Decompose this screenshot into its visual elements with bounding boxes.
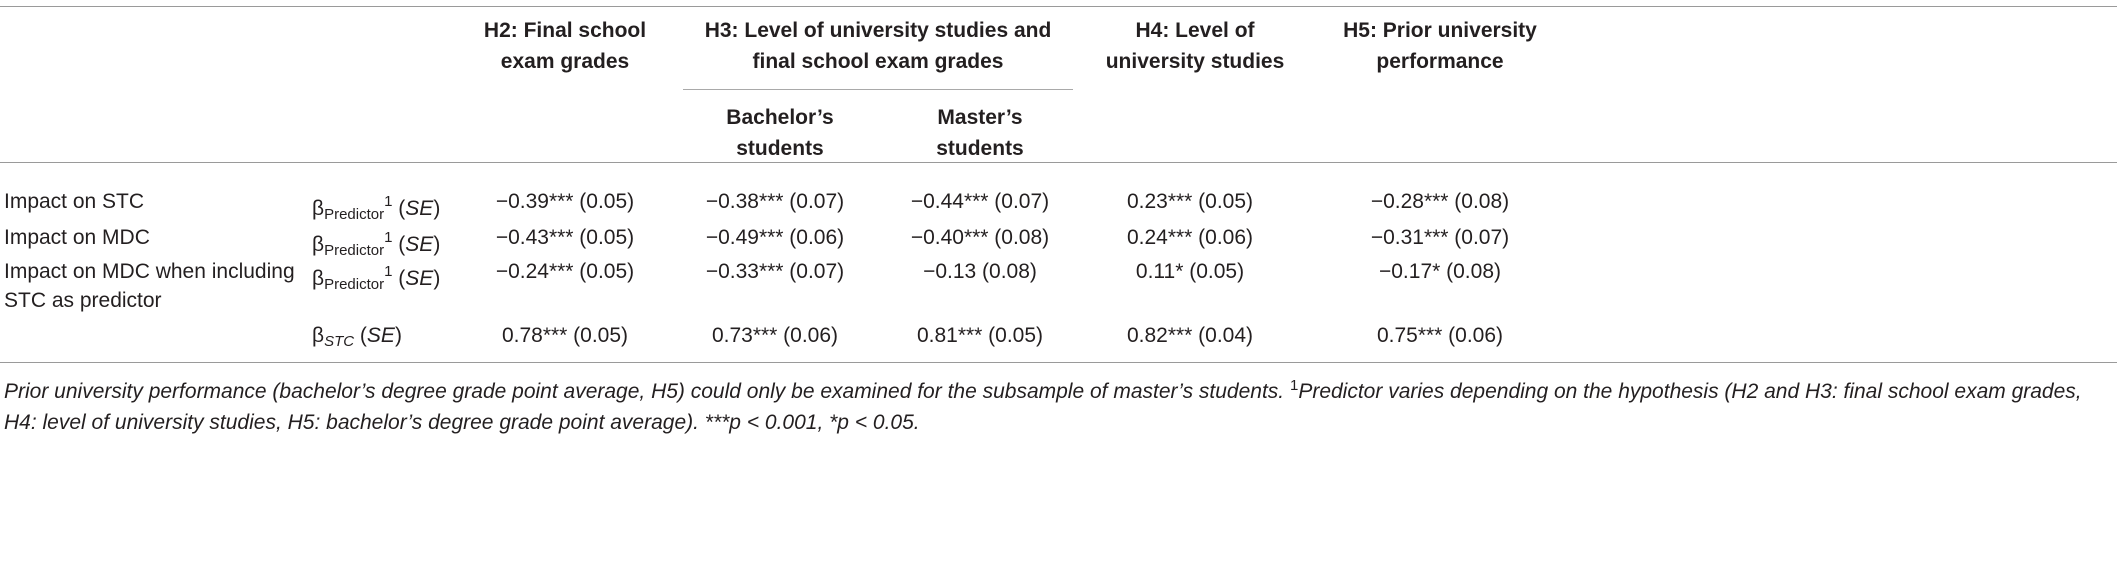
header-h3-master: Master’s students [936, 106, 1024, 160]
table-cell: 0.81*** (0.05) [916, 324, 1044, 347]
header-h3: H3: Level of university studies and final school exam grades [704, 19, 1052, 73]
table-cell: −0.43*** (0.05) [495, 226, 635, 249]
table-cell: −0.39*** (0.05) [495, 190, 635, 213]
table-cell: 0.73*** (0.06) [711, 324, 839, 347]
header-h4: H4: Level of university studies [1105, 19, 1285, 73]
table-cell: −0.49*** (0.06) [705, 226, 845, 249]
header-bottom-rule [0, 162, 2117, 163]
table-cell: 0.23*** (0.05) [1126, 190, 1254, 213]
table-cell: −0.33*** (0.07) [705, 260, 845, 283]
table-cell: 0.82*** (0.04) [1126, 324, 1254, 347]
h3-group-rule [683, 89, 1073, 90]
table-cell: 0.24*** (0.06) [1126, 226, 1254, 249]
table-footnote: Prior university performance (bachelor’s degree grade point average, H5) could only be examined for the subsample of master’s students. $^1$Predictor varies depending on the hypothesis (H2 and H3: final school exam grades, H4: level of university studies, H5: bachelor’s degree grade point average). ***p < 0.001, *p < 0.05. [4, 377, 2082, 434]
table-cell: −0.44*** (0.07) [910, 190, 1050, 213]
table-cell: −0.28*** (0.08) [1370, 190, 1510, 213]
table-cell: −0.40*** (0.08) [910, 226, 1050, 249]
header-h5: H5: Prior university performance [1343, 19, 1537, 73]
header-h3-bachelor: Bachelor’s students [726, 106, 834, 160]
row-label-mdc-incl-stc: Impact on MDC when including [4, 260, 295, 283]
table-cell: −0.17* (0.08) [1378, 260, 1501, 283]
table-cell: −0.31*** (0.07) [1370, 226, 1510, 249]
predictor-label: $\beta_{Predictor}^1$ (SE) [312, 263, 441, 293]
header-h2: H2: Final school exam grades [483, 19, 647, 73]
predictor-label: $\beta_{Predictor}^1$ (SE) [312, 193, 441, 223]
table-top-rule [0, 6, 2117, 7]
table-cell: −0.24*** (0.05) [495, 260, 635, 283]
predictor-label: $\beta_{Predictor}^1$ (SE) [312, 229, 441, 259]
row-label-mdc: Impact on MDC [4, 226, 150, 249]
beta-stc-label: $\beta_{STC}$ (SE) [312, 324, 402, 350]
table-cell: −0.13 (0.08) [923, 260, 1037, 283]
table-cell: −0.38*** (0.07) [705, 190, 845, 213]
table-cell: 0.75*** (0.06) [1376, 324, 1504, 347]
row-label-mdc-incl-stc-cont: STC as predictor [4, 289, 162, 312]
table-bottom-rule [0, 362, 2117, 363]
row-label-stc: Impact on STC [4, 190, 145, 213]
table-cell: 0.11* (0.05) [1135, 260, 1245, 283]
table-cell: 0.78*** (0.05) [501, 324, 629, 347]
